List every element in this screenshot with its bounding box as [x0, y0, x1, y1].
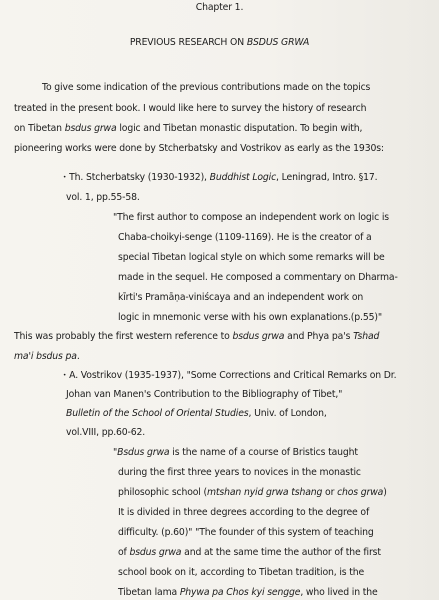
chapter-heading: [0, 2, 439, 14]
chapter-title: PREVIOUS RESEARCH ON BSDUS GRWA: [129, 37, 310, 48]
document-page: Chapter 1. PREVIOUS RESEARCH ON BSDUS GRWA To give some indication of the previous contributions made on the topics treated in the present book. I would like here to survey the history of research on Tibetan bsdus grwa logic and Tibetan monastic disputation. To begin with, pioneering works were done by Stcherbatsky and Vostrikov as early as the 1930s: ・Th. Stcherbatsky (1930-1932), Buddhist Logic, Leningrad, Intro. §17. vol. 1, pp.55-58. "The first author to compose an independent work on logic is Chaba-choikyi-senge (1109-1169). He is the creator of a special Tibetan logical style on which some remarks will be made in the sequel. He composed a commentary on Dharma- kīrti's Pramāṇa-viniścaya and an independent work on logic in mnemonic verse with his own explanations.(p.55)" This was probably the first western reference to bsdus grwa and Phya pa's Tshad ma'i bsdus pa. ・A. Vostrikov (1935-1937), "Some Corrections and Critical Remarks on Dr. Johan van Manen's Contribution to the Bibliography of Tibet," Bulletin of the School of Oriental Studies, Univ. of London, vol.VIII, pp.60-62. "Bsdus grwa is the name of a course of Bristics taught during the first three years to novices in the monastic philosophic school (mtshan nyid grwa tshang or chos grwa) It is divided in three degrees according to the degree of difficulty. (p.60)" "The founder of this system of teaching of bsdus grwa and at the same time the author of the first school book on it, according to Tibetan tradition, is the Tibetan lama Phywa pa Chos kyi sengge, who lived in the: [0, 0, 439, 600]
chapter-number: Chapter 1.: [195, 2, 244, 13]
